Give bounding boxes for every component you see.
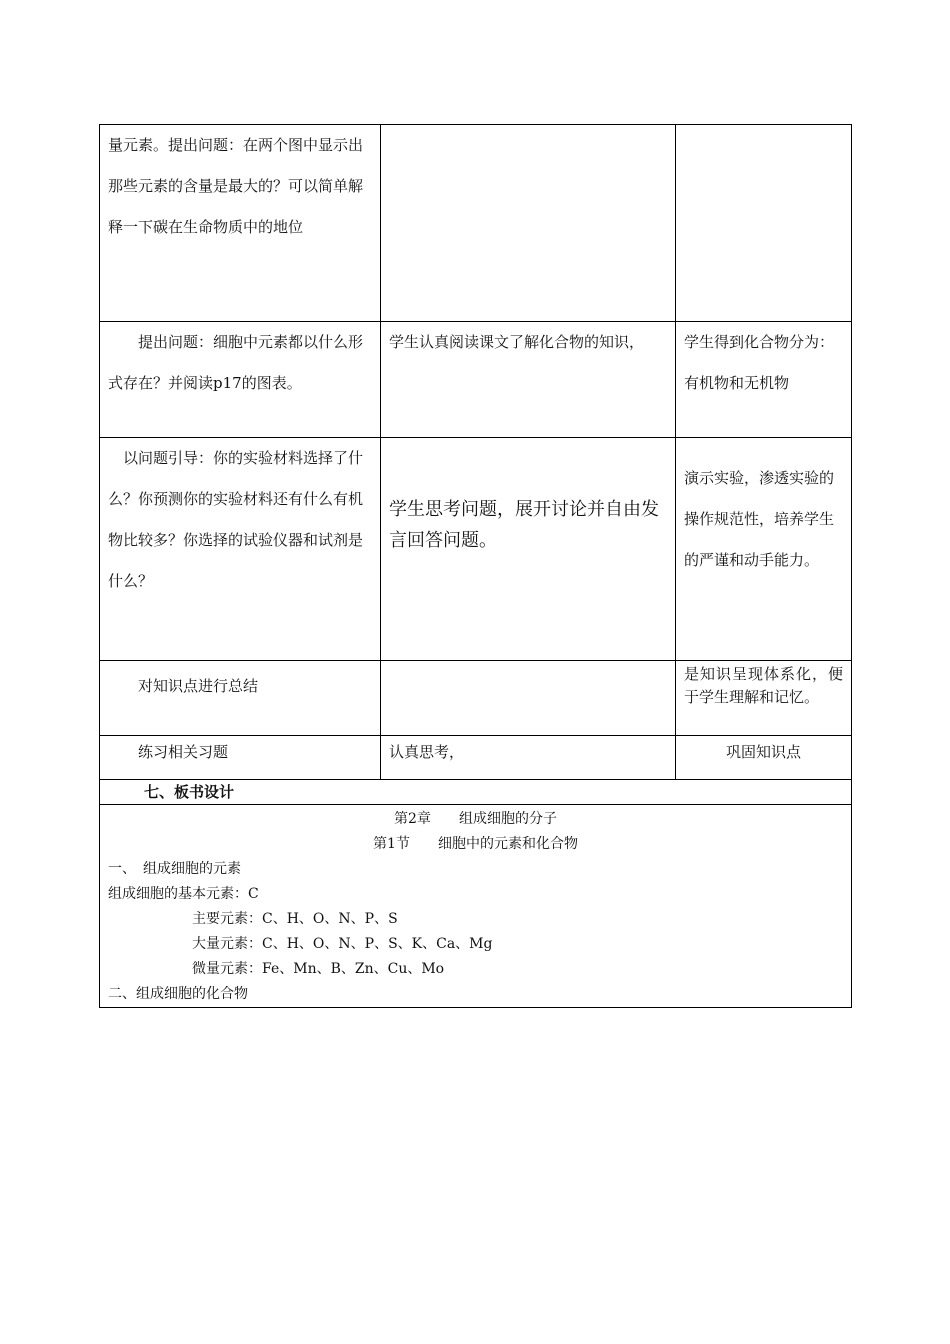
student-activity-cell: 认真思考， xyxy=(389,743,465,761)
teacher-activity-cell: 量元素。提出问题：在两个图中显示出那些元素的含量是最大的？可以简单解释一下碳在生命物质中的地位 xyxy=(108,136,364,236)
list-item: 组成细胞的基本元素：C xyxy=(108,886,259,902)
design-intent-cell: 学生得到化合物分为：有机物和无机物 xyxy=(684,333,835,392)
section-heading: 七、板书设计 xyxy=(144,783,235,801)
table-row xyxy=(100,661,852,736)
table-row xyxy=(100,736,852,780)
teacher-activity-cell: 对知识点进行总结 xyxy=(138,677,259,695)
student-activity-cell: 学生思考问题，展开讨论并自由发言回答问题。 xyxy=(389,499,659,551)
design-intent-cell: 演示实验，渗透实验的操作规范性，培养学生的严谨和动手能力。 xyxy=(684,469,835,569)
design-intent-cell: 巩固知识点 xyxy=(725,743,801,761)
table-row xyxy=(100,125,852,322)
list-item: 主要元素：C、H、O、N、P、S xyxy=(192,911,398,927)
list-item: 微量元素：Fe、Mn、B、Zn、Cu、Mo xyxy=(192,961,445,977)
table-row xyxy=(100,438,852,661)
teacher-activity-cell: 练习相关习题 xyxy=(138,743,229,761)
student-activity-cell: 学生认真阅读课文了解化合物的知识， xyxy=(389,333,645,351)
table-row xyxy=(100,780,852,805)
lesson-plan-table xyxy=(99,124,852,1008)
teacher-activity-cell: 以问题引导：你的实验材料选择了什么？你预测你的实验材料还有什么有机物比较多？你选择的试验仪器和试剂是什么？ xyxy=(108,449,364,590)
section-title: 第1节 细胞中的元素和化合物 xyxy=(373,836,578,852)
table-row xyxy=(100,322,852,438)
blackboard-design xyxy=(100,805,851,1007)
teacher-activity-cell: 提出问题：细胞中元素都以什么形式存在？并阅读p17的图表。 xyxy=(108,333,364,392)
list-item: 二、组成细胞的化合物 xyxy=(108,986,248,1002)
design-intent-cell: 是知识呈现体系化，便于学生理解和记忆。 xyxy=(684,665,843,706)
list-item: 大量元素：C、H、O、N、P、S、K、Ca、Mg xyxy=(192,936,493,952)
table-row xyxy=(100,805,852,1008)
list-item: 一、 组成细胞的元素 xyxy=(108,861,241,877)
chapter-title: 第2章 组成细胞的分子 xyxy=(394,811,557,827)
